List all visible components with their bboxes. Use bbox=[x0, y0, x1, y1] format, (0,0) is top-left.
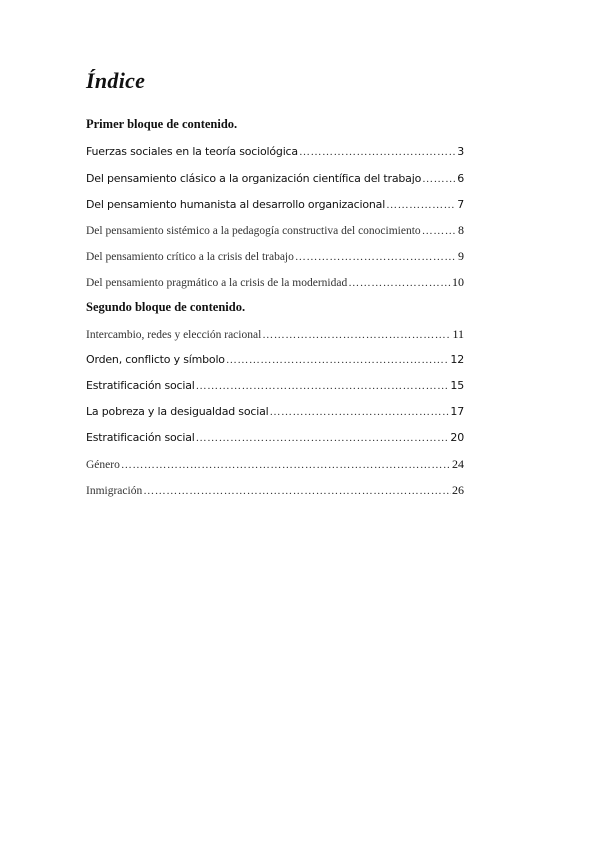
toc-entry[interactable] bbox=[86, 404, 464, 420]
toc-entry-page: 12 bbox=[450, 353, 464, 366]
toc-entry-label: Del pensamiento pragmático a la crisis de la modernidad bbox=[86, 277, 348, 289]
toc-entry-label: Fuerzas sociales en la teoría sociológica bbox=[86, 145, 298, 158]
toc-leader bbox=[299, 144, 456, 160]
toc-leader bbox=[196, 430, 450, 446]
toc-entry-page: 24 bbox=[452, 457, 464, 471]
toc-entry-label: Inmigración bbox=[86, 485, 143, 497]
toc-entry[interactable] bbox=[86, 222, 464, 238]
toc-entry[interactable] bbox=[86, 248, 464, 264]
toc-entry-page: 3 bbox=[457, 145, 464, 158]
toc-entry-label: Del pensamiento clásico a la organización científica del trabajo bbox=[86, 172, 422, 185]
toc-entry-label: Orden, conflicto y símbolo bbox=[86, 353, 225, 366]
toc-leader bbox=[143, 483, 451, 499]
toc-entry-label: Del pensamiento sistémico a la pedagogía constructiva del conocimiento bbox=[86, 225, 421, 237]
page-title: Índice bbox=[86, 68, 146, 93]
toc-entry-page: 7 bbox=[457, 198, 464, 211]
toc-entry-page: 10 bbox=[452, 275, 464, 289]
toc-leader bbox=[269, 404, 449, 420]
toc-entry-page: 11 bbox=[452, 327, 464, 341]
section-heading-1: Primer bloque de contenido. bbox=[86, 117, 238, 131]
toc-leader bbox=[386, 197, 456, 213]
toc-entry-label: Estratificación social bbox=[86, 379, 195, 392]
toc-entry-page: 8 bbox=[458, 223, 464, 237]
toc-leader bbox=[348, 275, 451, 291]
toc-entry[interactable] bbox=[86, 144, 464, 160]
toc-leader bbox=[196, 378, 450, 394]
toc-entry[interactable] bbox=[86, 482, 464, 498]
toc-entry-page: 26 bbox=[452, 483, 464, 497]
toc-leader bbox=[422, 171, 456, 187]
toc-entry[interactable] bbox=[86, 171, 464, 187]
toc-entry-page: 9 bbox=[458, 249, 464, 263]
toc-entry-page: 15 bbox=[450, 379, 464, 392]
toc-entry[interactable] bbox=[86, 326, 464, 342]
section-heading-2: Segundo bloque de contenido. bbox=[86, 300, 246, 314]
toc-entry-page: 17 bbox=[450, 405, 464, 418]
toc-entry[interactable] bbox=[86, 430, 464, 446]
toc-leader bbox=[262, 327, 451, 343]
toc-entry[interactable] bbox=[86, 456, 464, 472]
toc-entry-label: Del pensamiento crítico a la crisis del trabajo bbox=[86, 251, 294, 263]
toc-leader bbox=[422, 223, 457, 239]
toc-leader bbox=[295, 249, 457, 265]
toc-entry-page: 6 bbox=[457, 172, 464, 185]
toc-leader bbox=[226, 352, 450, 368]
toc-entry-label: Género bbox=[86, 459, 120, 471]
toc-entry[interactable] bbox=[86, 274, 464, 290]
toc-entry[interactable] bbox=[86, 352, 464, 368]
toc-entry-page: 20 bbox=[450, 431, 464, 444]
toc-leader bbox=[121, 457, 451, 473]
toc-entry-label: La pobreza y la desigualdad social bbox=[86, 405, 269, 418]
toc-entry-label: Estratificación social bbox=[86, 431, 195, 444]
toc-entry-label: Del pensamiento humanista al desarrollo organizacional bbox=[86, 198, 386, 211]
toc-entry-label: Intercambio, redes y elección racional bbox=[86, 329, 262, 341]
toc-entry[interactable] bbox=[86, 197, 464, 213]
toc-entry[interactable] bbox=[86, 378, 464, 394]
